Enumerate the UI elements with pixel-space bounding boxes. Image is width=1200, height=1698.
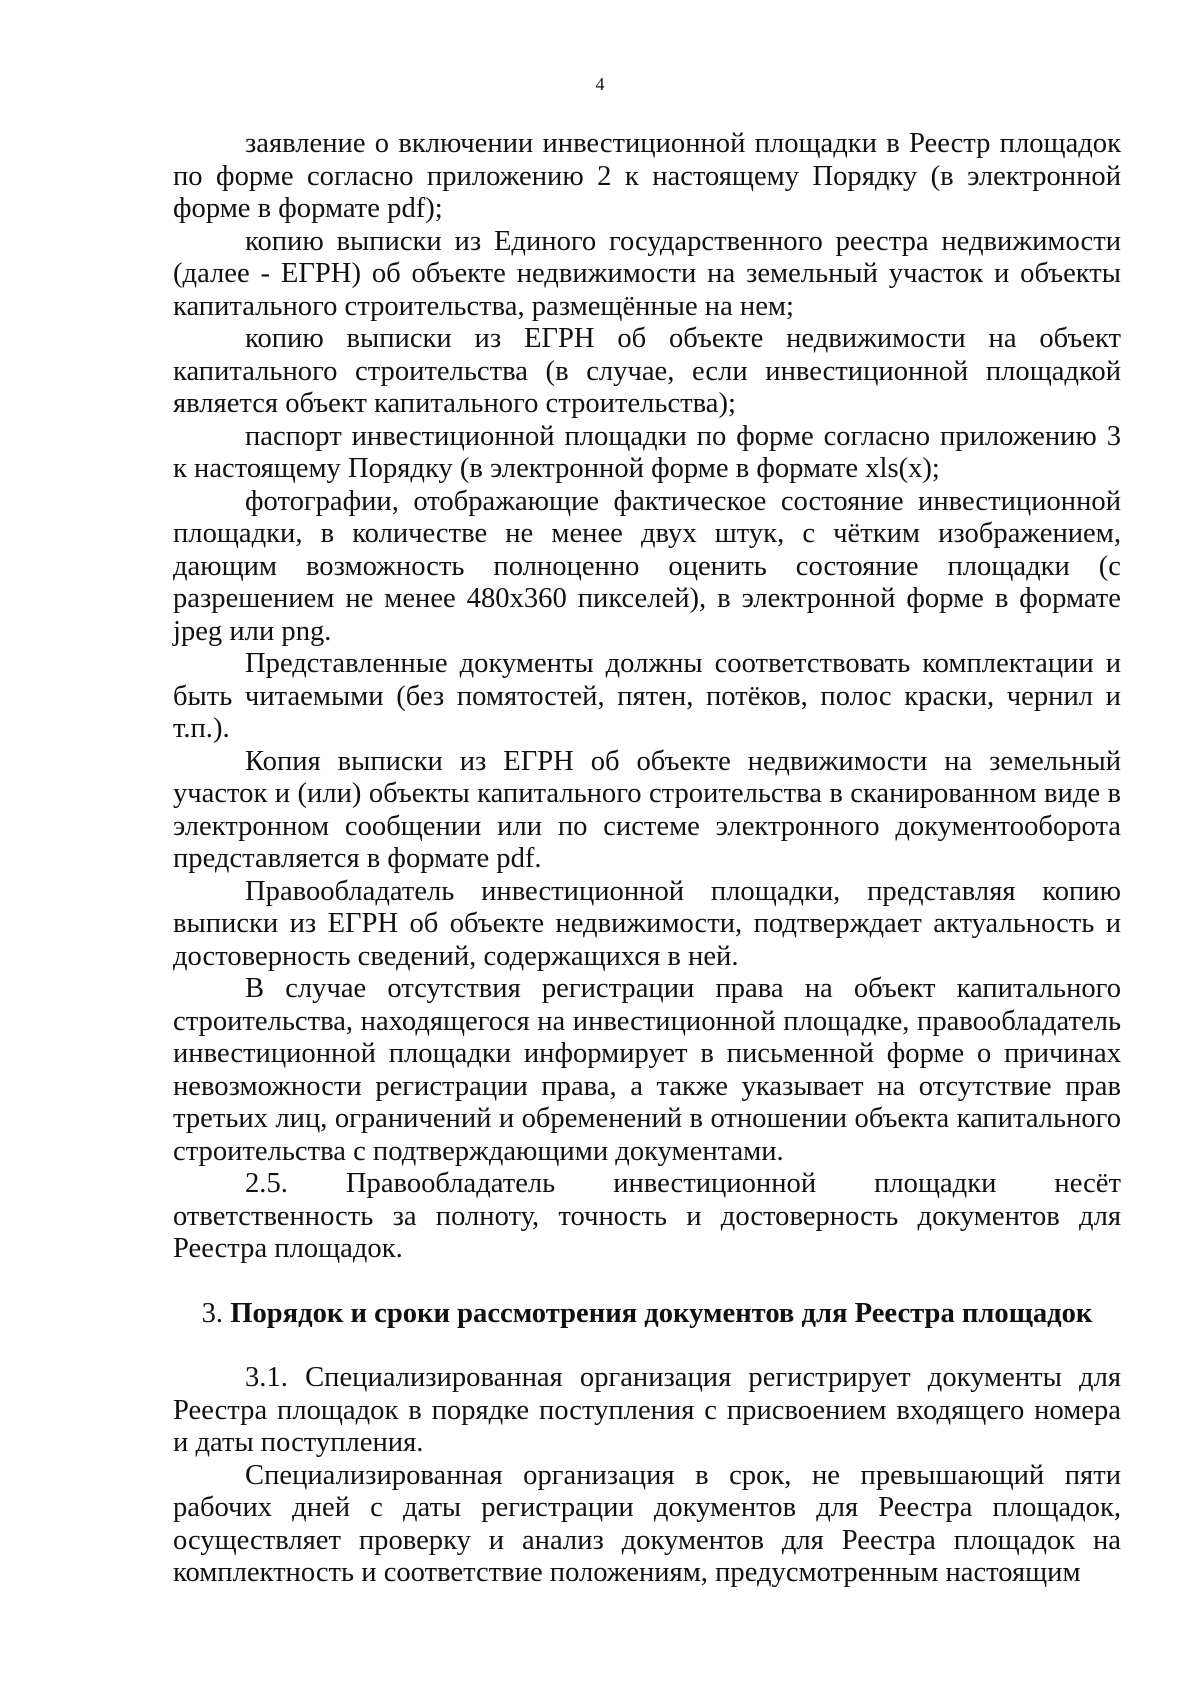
paragraph-egrn-copy-land: копию выписки из Единого государственного реестра недвижимости (далее - ЕГРН) об объекте недвижимости на земельный участок и объекты капитального строительства, размещённые на нем; [173, 225, 1121, 322]
paragraph-review-check: Специализированная организация в срок, не превышающий пяти рабочих дней с даты регистрации документов для Реестра площадок, осуществляет проверку и анализ документов для Реестра площадок на комплектность и соответствие положениям, предусмотренным настоящим [173, 1459, 1121, 1588]
paragraph-egrn-copy-building: копию выписки из ЕГРН об объекте недвижимости на объект капитального строительства (в случае, если инвестиционной площадкой является объект капитального строительства); [173, 323, 1121, 419]
paragraph-scanned-copy: Копия выписки из ЕГРН об объекте недвижимости на земельный участок и (или) объекты капитального строительства в сканированном виде в электронном сообщении или по системе электронного документооборота представляется в формате pdf. [173, 745, 1121, 874]
section-number: 3. [201, 1297, 224, 1329]
section-title: Порядок и сроки рассмотрения документов для Реестра площадок [230, 1297, 1093, 1329]
paragraph-rightholder-confirms: Правообладатель инвестиционной площадки, представляя копию выписки из ЕГРН об объекте недвижимости, подтверждает актуальность и достоверность сведений, содержащихся в ней. [173, 875, 1121, 972]
section-heading [173, 1298, 1121, 1331]
page-number: 4 [595, 74, 605, 94]
paragraph-3-1: 3.1. Специализированная организация регистрирует документы для Реестра площадок в порядке поступления с присвоением входящего номера и даты поступления. [173, 1362, 1121, 1458]
paragraph-documents-readable: Представленные документы должны соответствовать комплектации и быть читаемыми (без помятостей, пятен, потёков, полос краски, чернил и т.п.). [173, 648, 1121, 744]
paragraph-passport: паспорт инвестиционной площадки по форме согласно приложению 3 к настоящему Порядку (в электронной форме в формате xls(x); [173, 420, 1121, 484]
paragraph-2-5: 2.5. Правообладатель инвестиционной площадки несёт ответственность за полноту, точность и достоверность документов для Реестра площадок. [173, 1168, 1121, 1264]
document-body [173, 128, 1121, 1590]
paragraph-photos: фотографии, отображающие фактическое состояние инвестиционной площадки, в количестве не менее двух штук, с чётким изображением, дающим возможность полноценно оценить состояние площадки (с разрешением не менее 480х360 пикселей), в электронной форме в формате jpeg или png. [173, 485, 1121, 647]
paragraph-no-registration: В случае отсутствия регистрации права на объект капитального строительства, находящегося на инвестиционной площадке, правообладатель инвестиционной площадки информирует в письменной форме о причинах невозможности регистрации права, а также указывает на отсутствие прав третьих лиц, ограничений и обременений в отношении объекта капитального строительства с подтверждающими документами. [173, 973, 1121, 1167]
paragraph-application: заявление о включении инвестиционной площадки в Реестр площадок по форме согласно приложению 2 к настоящему Порядку (в электронной форме в формате pdf); [173, 128, 1121, 224]
